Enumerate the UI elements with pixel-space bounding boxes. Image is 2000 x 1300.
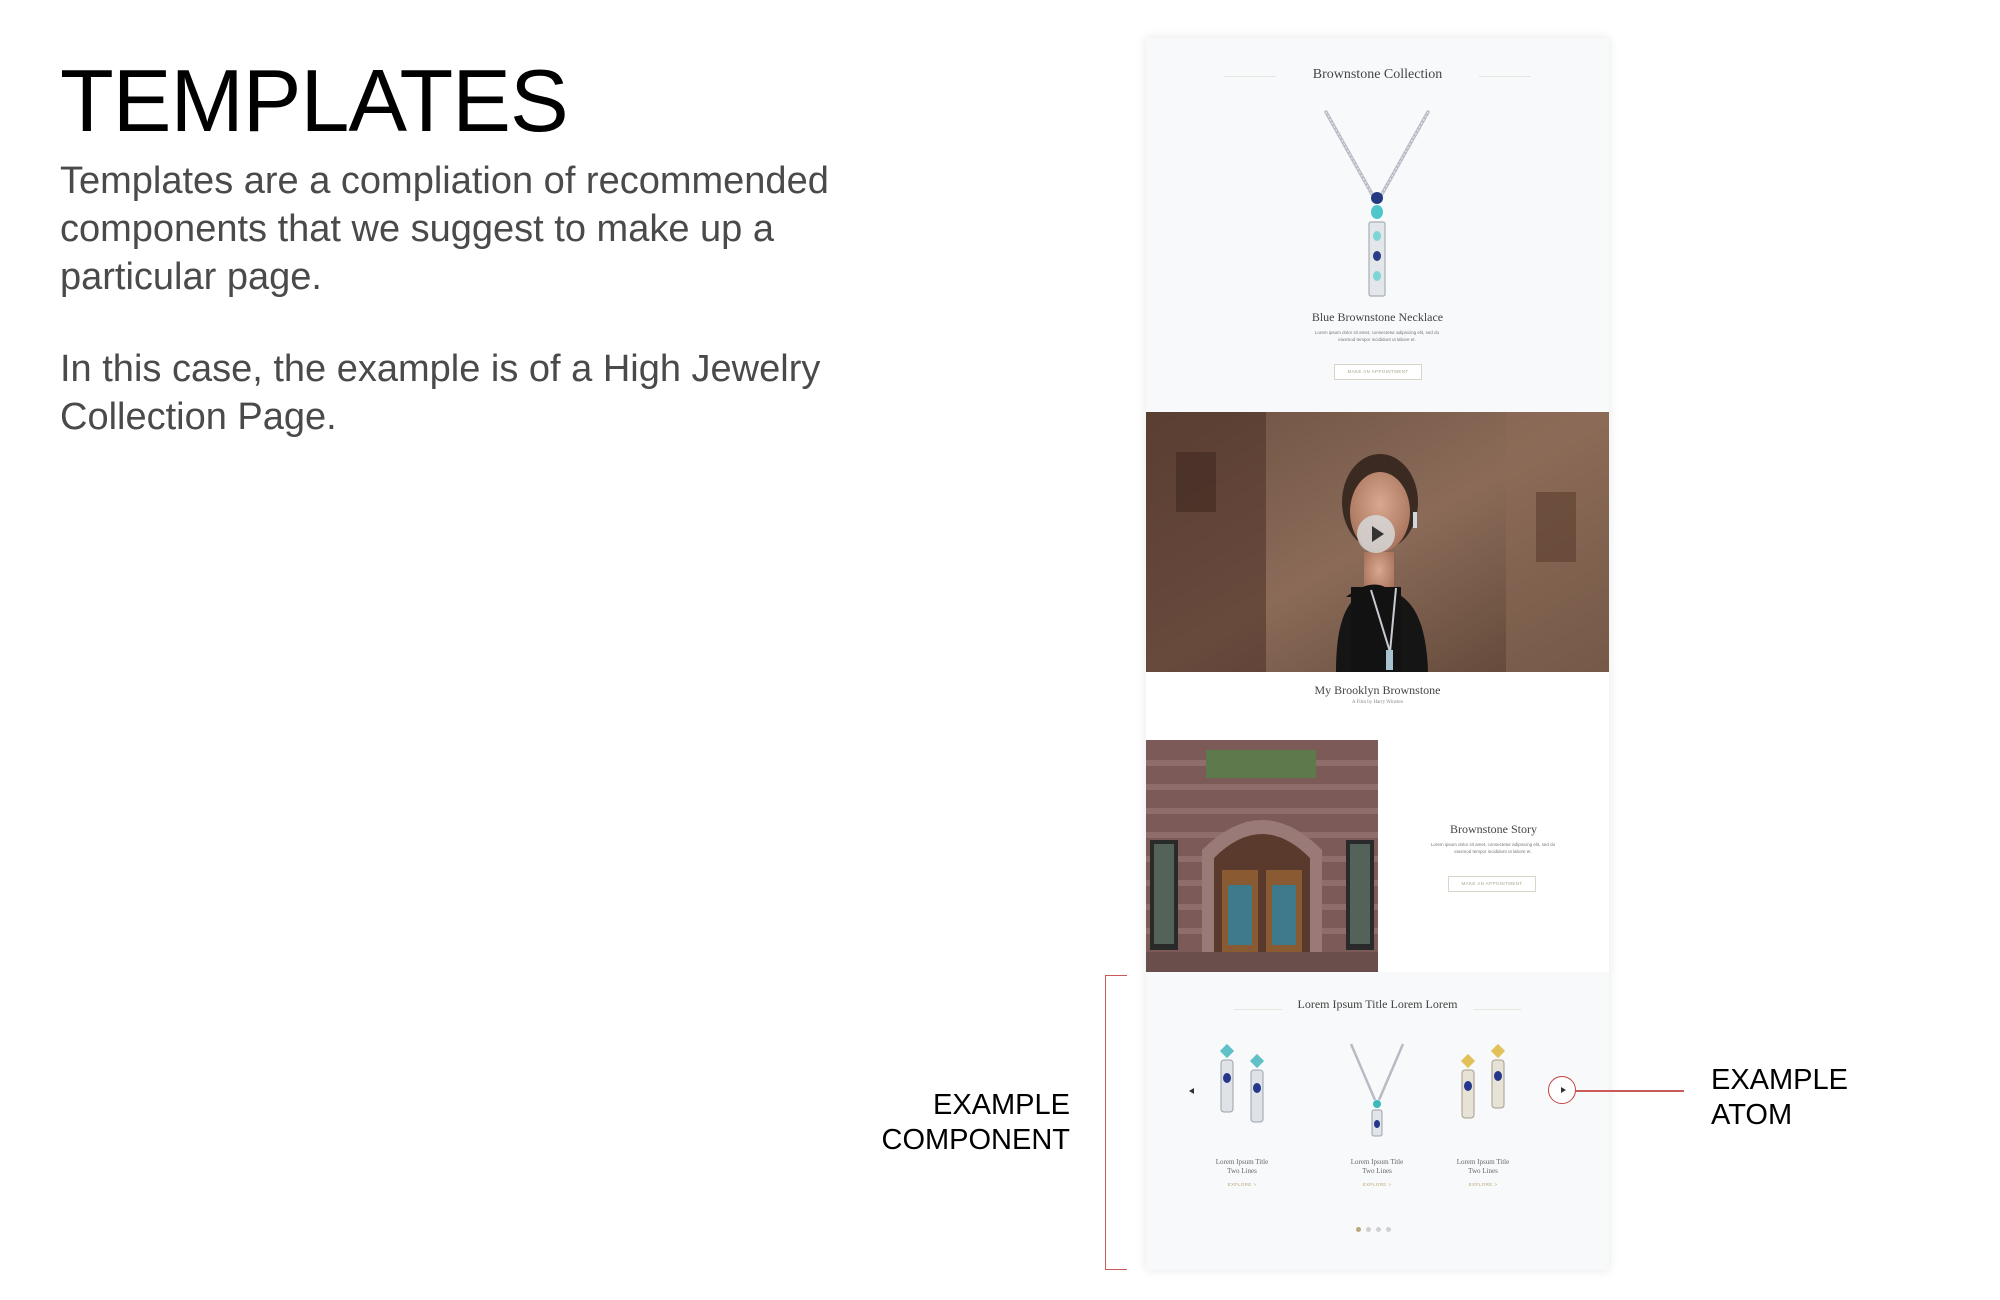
carousel-item[interactable] (1192, 1042, 1292, 1192)
product-carousel-component (1146, 972, 1609, 1270)
component-bracket (1105, 975, 1127, 1270)
carousel-dot[interactable] (1366, 1227, 1371, 1232)
carousel-dot[interactable] (1376, 1227, 1381, 1232)
film-subtitle: A Film by Harry Winston (1351, 700, 1404, 705)
slide-title: TEMPLATES (60, 51, 568, 150)
carousel-item-title: Lorem Ipsum Title Two Lines (1215, 1158, 1269, 1175)
hero-appointment-button[interactable]: MAKE AN APPOINTMENT (1334, 364, 1422, 380)
carousel-dot[interactable] (1386, 1227, 1391, 1232)
film-caption (1146, 672, 1609, 740)
carousel-item-explore-link[interactable]: EXPLORE > (1362, 1182, 1392, 1187)
page-template-mockup (1146, 38, 1609, 1270)
play-icon[interactable] (1357, 515, 1395, 553)
story-appointment-button[interactable]: MAKE AN APPOINTMENT (1448, 876, 1536, 892)
atom-pointer-line (1576, 1090, 1684, 1092)
carousel-dot-active[interactable] (1356, 1227, 1361, 1232)
example-atom-label: EXAMPLE ATOM (1711, 1064, 1848, 1131)
hero-title: Brownstone Collection (1312, 67, 1443, 82)
earrings-image (1212, 1042, 1272, 1132)
hero-product-name: Blue Brownstone Necklace (1311, 310, 1444, 324)
story-description: Lorem ipsum dolor sit amet, consectetur adipiscing elit, sed do eiusmod tempor incididunt ut labore et. (1430, 842, 1556, 854)
necklace-image (1347, 1042, 1407, 1142)
carousel-item[interactable] (1327, 1042, 1427, 1192)
hero-section (1146, 38, 1609, 412)
carousel-item[interactable] (1433, 1042, 1533, 1192)
carousel-item-explore-link[interactable]: EXPLORE > (1468, 1182, 1498, 1187)
necklace-product-image[interactable] (1322, 110, 1432, 300)
carousel-item-title: Lorem Ipsum Title Two Lines (1350, 1158, 1404, 1175)
slide-description: Templates are a compliation of recommended components that we suggest to make up a particular page. (60, 160, 829, 298)
story-image (1146, 740, 1378, 972)
slide-example-note: In this case, the example is of a High Jewelry Collection Page. (60, 348, 821, 438)
story-title: Brownstone Story (1450, 822, 1537, 836)
hero-product-description: Lorem ipsum dolor sit amet, consectetur adipiscing elit, sed do eiusmod tempor incididunt ut labore et. (1314, 330, 1440, 342)
carousel-item-title: Lorem Ipsum Title Two Lines (1456, 1158, 1510, 1175)
carousel-next-button[interactable] (1548, 1076, 1576, 1104)
story-section (1146, 740, 1609, 972)
carousel-pagination (1356, 1227, 1400, 1233)
carousel-item-explore-link[interactable]: EXPLORE > (1227, 1182, 1257, 1187)
film-title: My Brooklyn Brownstone (1314, 683, 1441, 697)
video-section[interactable] (1146, 412, 1609, 672)
carousel-title: Lorem Ipsum Title Lorem Lorem (1297, 997, 1458, 1011)
hero-title-row (1146, 64, 1609, 88)
example-component-label: EXAMPLE COMPONENT (881, 1089, 1070, 1156)
earrings-image (1453, 1042, 1513, 1132)
